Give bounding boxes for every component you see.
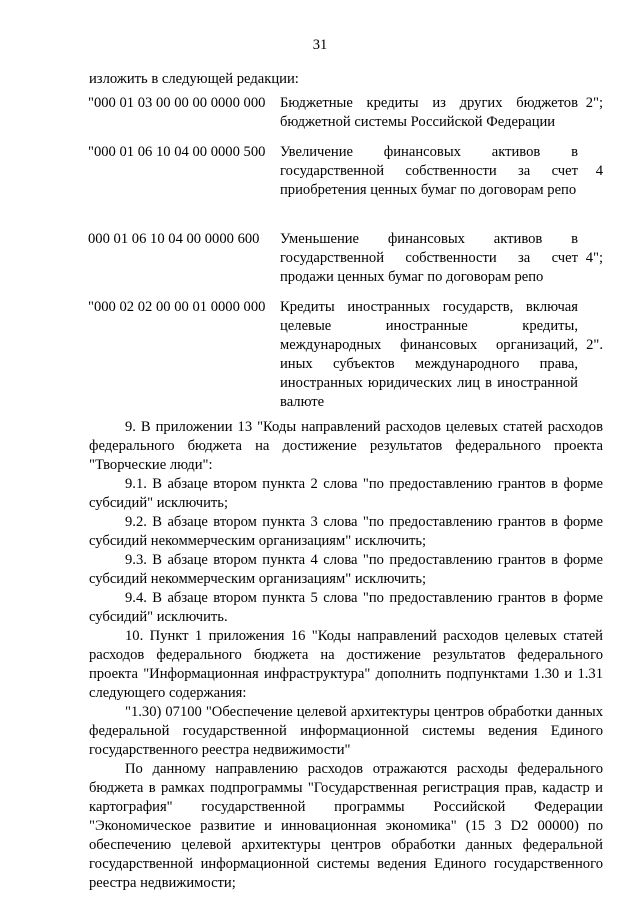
budget-code: "000 01 03 00 00 00 0000 000 xyxy=(88,95,266,111)
code-row xyxy=(88,298,603,414)
paragraph-item-9: 9. В приложении 13 "Коды направлений расходов целевых статей расходов федерального бюджета на достижение результатов федерального проекта "Творческие люди": xyxy=(89,419,603,473)
body-text xyxy=(89,418,603,893)
budget-code: "000 02 02 00 00 01 0000 000 xyxy=(88,299,266,315)
page-number: 31 xyxy=(312,37,328,53)
paragraph-item-9-3: 9.3. В абзаце втором пункта 4 слова "по предоставлению грантов в форме субсидий некоммерческим организациям" исключить; xyxy=(89,552,603,587)
paragraph-subitem-1-30: "1.30) 07100 "Обеспечение целевой архитектуры центров обработки данных федеральной государственной информационной системы ведения Единого государственного реестра недвижимости" xyxy=(89,704,603,758)
paragraph-description: По данному направлению расходов отражаются расходы федерального бюджета в рамках подпрограммы "Государственная регистрация прав, кадастр и картография" государственной программы Российской Федерации "Экономическое развитие и инновационная экономика" (15 3 D2 00000) по обеспечению целевой архитектуры центров обработки данных федеральной государственной информационной системы ведения Единого государственного реестра недвижимости; xyxy=(89,761,603,891)
budget-code-description: Бюджетные кредиты из других бюджетов бюджетной системы Российской Федерации xyxy=(280,95,578,130)
footnote-ref: 2"; xyxy=(585,95,603,111)
paragraph-item-9-1: 9.1. В абзаце втором пункта 2 слова "по предоставлению грантов в форме субсидий" исключить; xyxy=(89,476,603,511)
paragraph-item-9-4: 9.4. В абзаце втором пункта 5 слова "по предоставлению грантов в форме субсидий" исключить. xyxy=(89,590,603,625)
paragraph-item-10: 10. Пункт 1 приложения 16 "Коды направлений расходов целевых статей расходов федерального бюджета на достижение результатов федерального проекта "Информационная инфраструктура" дополнить подпунктами 1.30 и 1.31 следующего содержания: xyxy=(89,628,603,701)
budget-code: 000 01 06 10 04 00 0000 600 xyxy=(88,231,260,247)
budget-code-description: Уменьшение финансовых активов в государственной собственности за счет продажи ценных бумаг по договорам репо xyxy=(280,231,578,285)
code-row xyxy=(88,230,603,290)
footnote-ref: 2". xyxy=(586,337,603,353)
budget-code: "000 01 06 10 04 00 0000 500 xyxy=(88,144,266,160)
paragraph-item-9-2: 9.2. В абзаце втором пункта 3 слова "по предоставлению грантов в форме субсидий некоммерческим организациям" исключить; xyxy=(89,514,603,549)
code-row xyxy=(88,94,603,134)
budget-code-description: Кредиты иностранных государств, включая целевые иностранные кредиты, международных финансовых организаций, иных субъектов международного права, иностранных юридических лиц в иностранной валюте xyxy=(280,299,578,410)
footnote-ref: 4"; xyxy=(585,250,603,266)
code-row xyxy=(88,143,603,223)
lead-text: изложить в следующей редакции: xyxy=(89,71,299,87)
footnote-ref: 4 xyxy=(595,163,603,179)
budget-code-description: Увеличение финансовых активов в государственной собственности за счет приобретения ценных бумаг по договорам репо xyxy=(280,144,578,198)
